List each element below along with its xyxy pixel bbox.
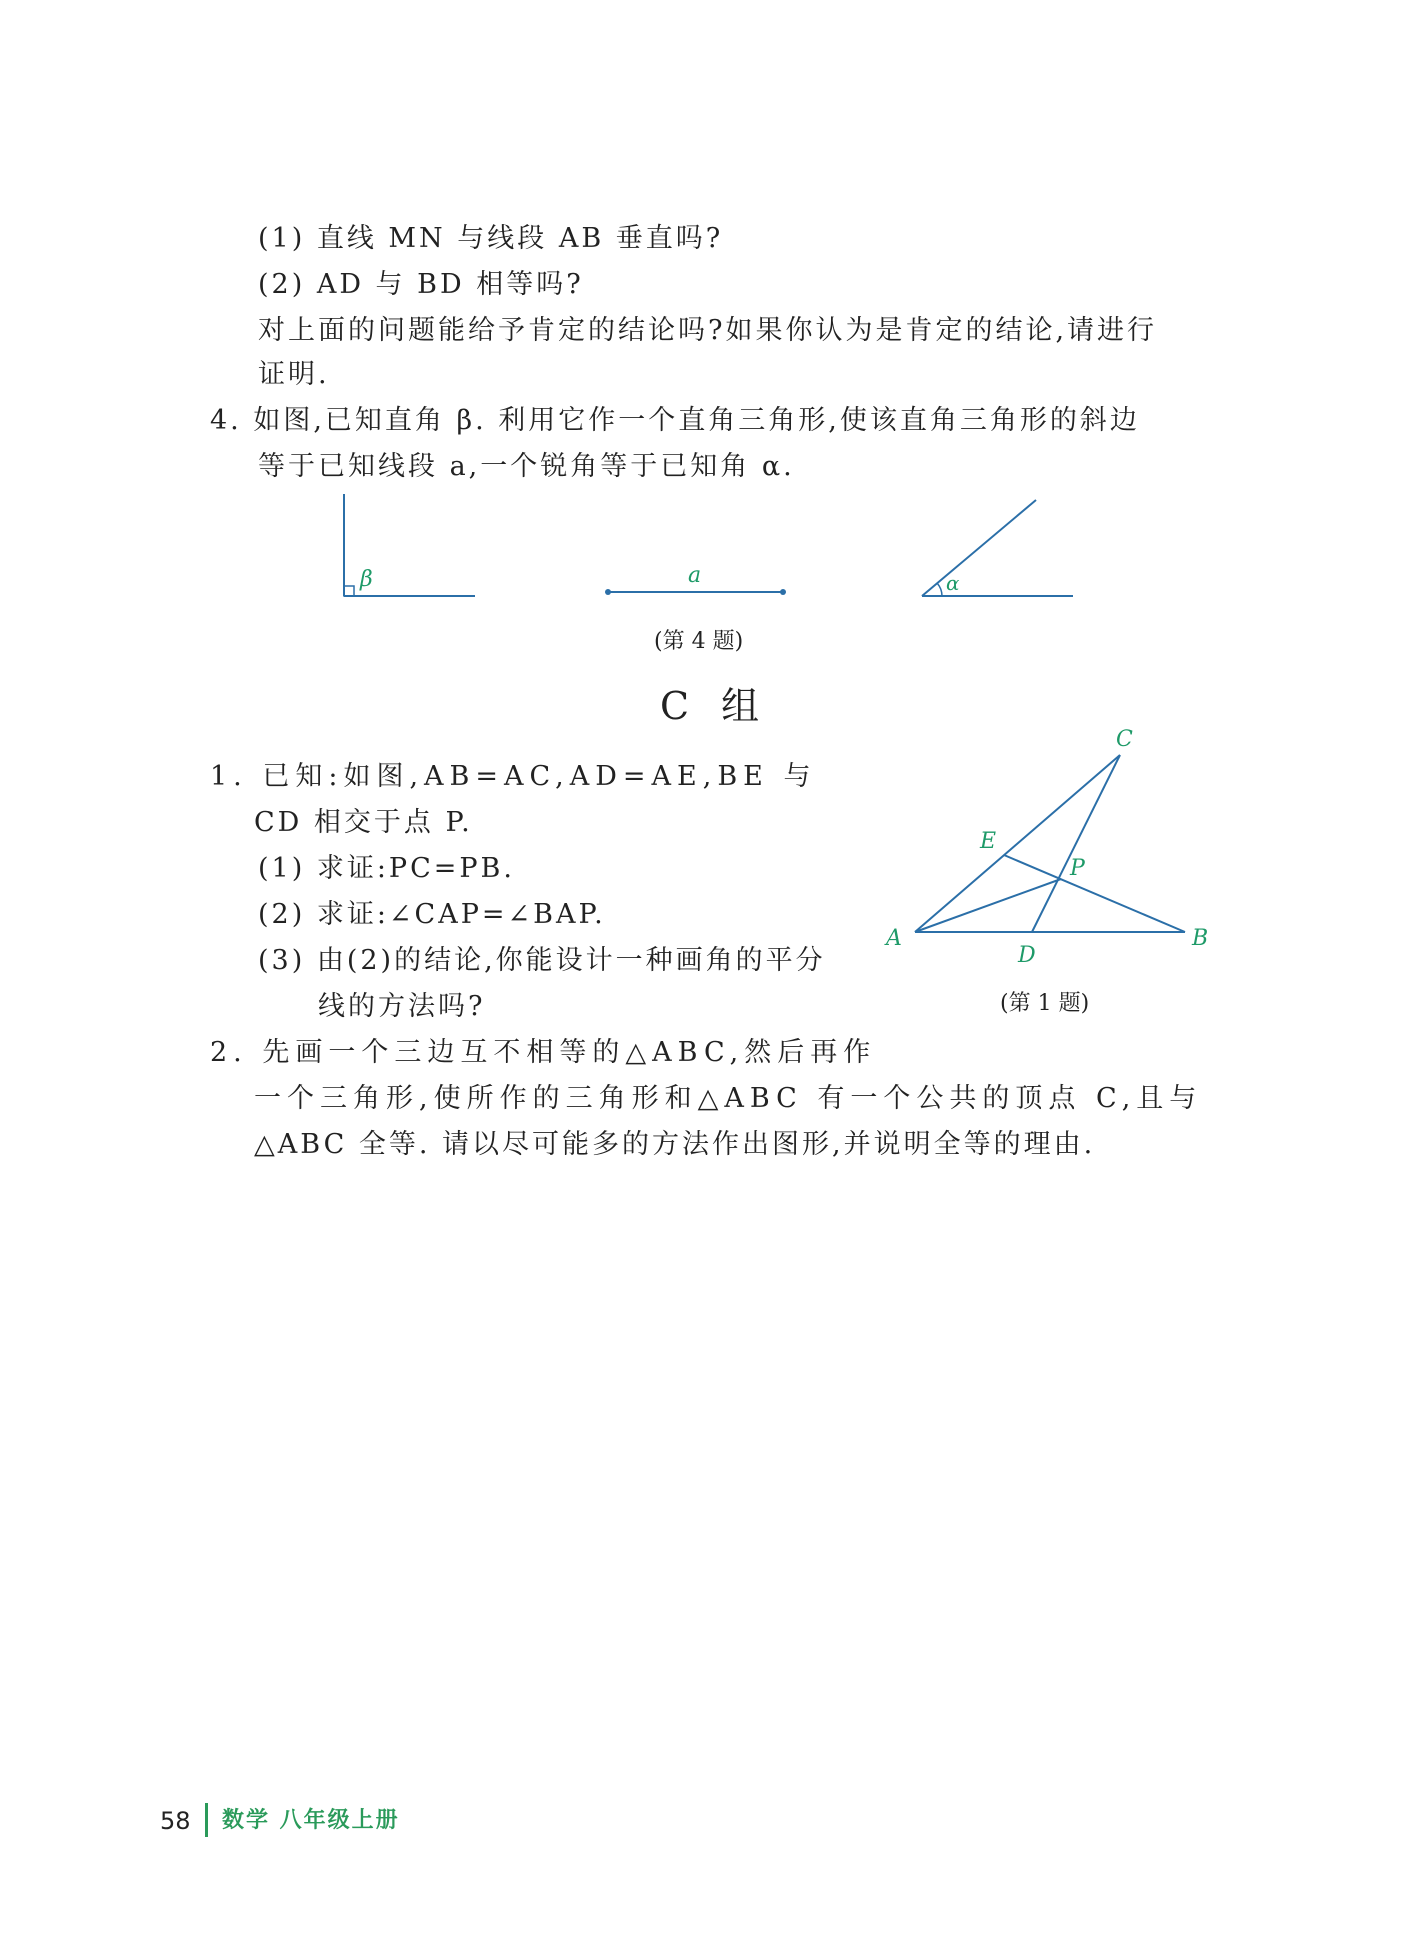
q3-sub2: (2) AD 与 BD 相等吗? [258, 269, 584, 300]
a-label: a [688, 563, 702, 588]
right-angle-mark [344, 586, 354, 596]
vertex-b-label: B [1192, 926, 1209, 951]
c-q1-sub3-line1: (3) 由(2)的结论,你能设计一种画角的平分 [258, 945, 826, 976]
segment-a-endpoint-right [780, 589, 786, 595]
c-q2-line2: 一个三角形,使所作的三角形和△ABC 有一个公共的顶点 C,且与 [254, 1083, 1203, 1114]
alpha-ray [922, 500, 1036, 596]
figure-4-caption: (第 4 题) [654, 629, 744, 654]
c-q1-sub3-line2: 线的方法吗? [318, 991, 486, 1022]
point-d-label: D [1018, 943, 1036, 968]
q4-line1: 4. 如图,已知直角 β. 利用它作一个直角三角形,使该直角三角形的斜边 [210, 405, 1140, 436]
figure-c1-caption: (第 1 题) [1000, 991, 1090, 1016]
page-number: 58 [160, 1807, 191, 1835]
vertex-a-label: A [886, 926, 902, 951]
segment-a-endpoint-left [605, 589, 611, 595]
segment-cd [1032, 755, 1120, 932]
section-c-title: C 组 [660, 684, 770, 728]
side-ac [915, 755, 1120, 932]
c-q1-line2: CD 相交于点 P. [254, 807, 473, 838]
q3-sub1: (1) 直线 MN 与线段 AB 垂直吗? [258, 223, 724, 254]
footer-divider [205, 1803, 208, 1837]
vertex-c-label: C [1116, 727, 1133, 752]
beta-label: β [360, 567, 373, 592]
c-q2-line1: 2. 先画一个三边互不相等的△ABC,然后再作 [210, 1037, 877, 1068]
alpha-label: α [946, 571, 960, 595]
segment-ap [915, 879, 1061, 932]
alpha-arc [937, 583, 942, 596]
c-q2-line3: △ABC 全等. 请以尽可能多的方法作出图形,并说明全等的理由. [254, 1129, 1096, 1160]
figure-4 [330, 490, 1090, 610]
c-q1-sub1: (1) 求证:PC=PB. [258, 853, 515, 884]
q3-conclusion-line1: 对上面的问题能给予肯定的结论吗?如果你认为是肯定的结论,请进行 [258, 315, 1158, 346]
point-p-label: P [1070, 856, 1085, 881]
q4-line2: 等于已知线段 a,一个锐角等于已知角 α. [258, 451, 795, 482]
book-title: 数学 八年级上册 [222, 1808, 400, 1833]
c-q1-sub2: (2) 求证:∠CAP=∠BAP. [258, 899, 606, 930]
segment-be [1004, 855, 1185, 932]
q3-conclusion-line2: 证明. [258, 359, 330, 390]
point-e-label: E [980, 829, 997, 854]
figure-c1 [880, 720, 1220, 968]
c-q1-line1: 1. 已知:如图,AB=AC,AD=AE,BE 与 [210, 761, 817, 792]
